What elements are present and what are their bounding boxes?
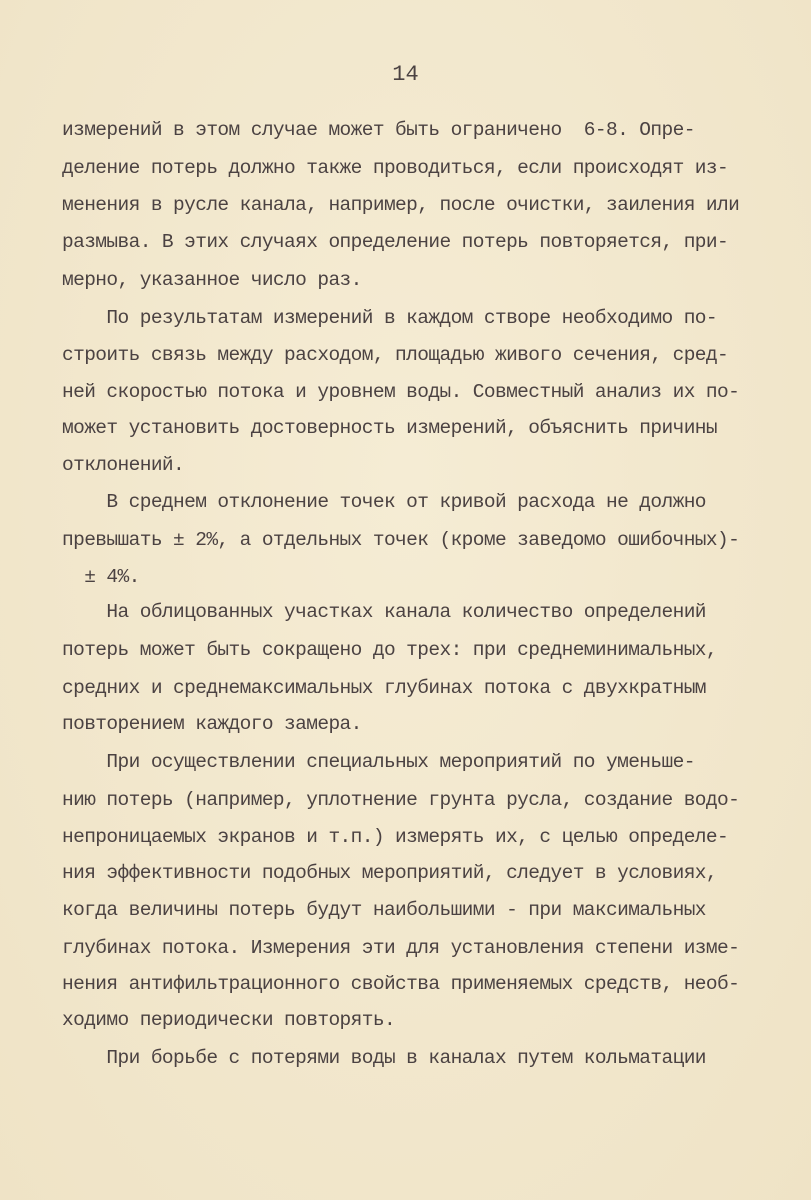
text-line: На облицованных участках канала количество определений: [62, 601, 706, 623]
text-line: мерно, указанное число раз.: [62, 269, 362, 291]
text-line: когда величины потерь будут наибольшими - при максимальных: [62, 899, 706, 921]
text-line: По результатам измерений в каждом створе необходимо по-: [62, 307, 718, 329]
text-line: ней скоростью потока и уровнем воды. Совместный анализ их по-: [62, 381, 740, 403]
text-line: размыва. В этих случаях определение потерь повторяется, при-: [62, 231, 729, 253]
text-line: повторением каждого замера.: [62, 713, 362, 735]
text-line: превышать ± 2%, а отдельных точек (кроме заведомо ошибочных)-: [62, 529, 740, 551]
text-line: средних и среднемаксимальных глубинах потока с двухкратным: [62, 677, 706, 699]
text-line: ния эффективности подобных мероприятий, следует в условиях,: [62, 862, 718, 884]
text-line: нения антифильтрационного свойства применяемых средств, необ-: [62, 973, 740, 995]
text-line: потерь может быть сокращено до трех: при среднеминимальных,: [62, 639, 718, 661]
text-line: деление потерь должно также проводиться, если происходят из-: [62, 157, 729, 179]
text-line: может установить достоверность измерений, объяснить причины: [62, 417, 718, 439]
text-line: ± 4%.: [62, 566, 140, 588]
text-line: непроницаемых экранов и т.п.) измерять их, с целью определе-: [62, 826, 729, 848]
text-line: глубинах потока. Измерения эти для установления степени изме-: [62, 937, 740, 959]
text-line: При осуществлении специальных мероприятий по уменьше-: [62, 751, 695, 773]
text-line: При борьбе с потерями воды в каналах путем кольматации: [62, 1047, 706, 1069]
text-line: измерений в этом случае может быть ограничено 6-8. Опре-: [62, 119, 695, 141]
text-line: В среднем отклонение точек от кривой расхода не должно: [62, 491, 706, 513]
text-line: нию потерь (например, уплотнение грунта русла, создание водо-: [62, 789, 740, 811]
text-line: менения в русле канала, например, после очистки, заиления или: [62, 194, 740, 216]
text-line: ходимо периодически повторять.: [62, 1009, 396, 1031]
page-number: 14: [392, 62, 419, 87]
text-line: отклонений.: [62, 454, 185, 476]
text-line: строить связь между расходом, площадью живого сечения, сред-: [62, 344, 729, 366]
